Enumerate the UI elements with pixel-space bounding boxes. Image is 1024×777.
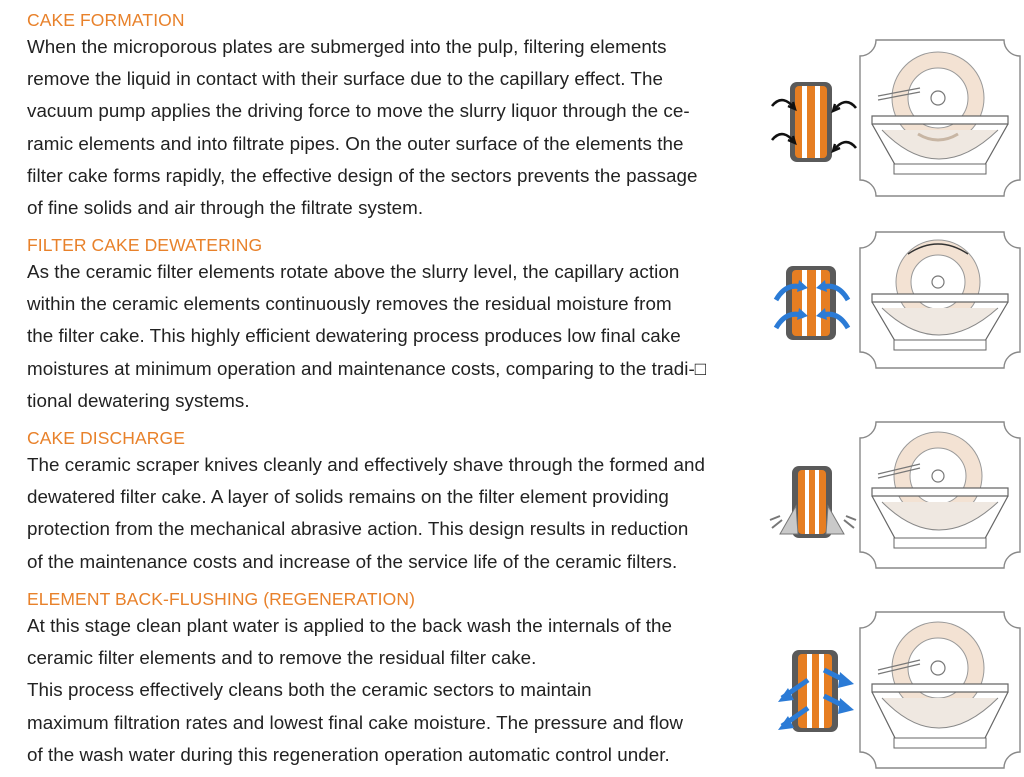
cake-discharge-diagram [858, 420, 1022, 575]
paragraph-line: of fine solids and air through the filtrate system. [27, 197, 424, 219]
section-element-back-flushing [27, 588, 777, 771]
section-heading: CAKE DISCHARGE [27, 428, 185, 448]
paragraph-line: moistures at minimum operation and maintenance costs, comparing to the tradi-□ [27, 357, 707, 379]
paragraph-line: ramic elements and into filtrate pipes. On the outer surface of the elements the [27, 132, 684, 154]
paragraph-line: the filter cake. This highly efficient dewatering process produces low final cake [27, 325, 681, 347]
paragraph-line: protection from the mechanical abrasive action. This design results in reduction [27, 518, 689, 540]
paragraph-line: ceramic filter elements and to remove the residual filter cake. [27, 647, 537, 669]
paragraph-line: remove the liquid in contact with their surface due to the capillary effect. The [27, 68, 663, 90]
section-heading: ELEMENT BACK-FLUSHING (REGENERATION) [27, 589, 416, 609]
back-flushing-element-icon [774, 646, 858, 741]
section-heading: CAKE FORMATION [27, 10, 185, 30]
paragraph-line: of the wash water during this regeneration operation automatic control under. [27, 743, 670, 765]
paragraph-line: This process effectively cleans both the ceramic sectors to maintain [27, 679, 592, 701]
paragraph-line: tional dewatering systems. [27, 389, 250, 411]
section-cake-discharge [27, 427, 777, 578]
cake-formation-diagram [858, 38, 1022, 203]
discharge-element-icon [768, 462, 860, 547]
dewatering-diagram [858, 230, 1022, 375]
section-filter-cake-dewatering [27, 234, 777, 417]
section-cake-formation [27, 9, 777, 224]
paragraph-line: The ceramic scraper knives cleanly and effectively shave through the formed and [27, 454, 705, 475]
paragraph-line: maximum filtration rates and lowest final cake moisture. The pressure and flow [27, 711, 683, 733]
paragraph-line: within the ceramic elements continuously removes the residual moisture from [27, 293, 672, 315]
paragraph-line: As the ceramic filter elements rotate above the slurry level, the capillary action [27, 261, 680, 282]
paragraph-line: At this stage clean plant water is applied to the back wash the internals of the [27, 615, 673, 636]
cake-formation-element-icon [768, 78, 860, 173]
dewatering-element-icon [770, 264, 854, 347]
paragraph-line: filter cake forms rapidly, the effective design of the sectors prevents the passage [27, 164, 698, 186]
paragraph-line: vacuum pump applies the driving force to move the slurry liquor through the ce- [27, 100, 690, 122]
paragraph-line: of the maintenance costs and increase of the service life of the ceramic filters. [27, 550, 678, 572]
paragraph-line: dewatered filter cake. A layer of solids remains on the filter element providing [27, 486, 669, 508]
section-heading: FILTER CAKE DEWATERING [27, 235, 263, 255]
paragraph-line: When the microporous plates are submerged into the pulp, filtering elements [27, 36, 667, 57]
back-flushing-diagram [858, 610, 1022, 775]
